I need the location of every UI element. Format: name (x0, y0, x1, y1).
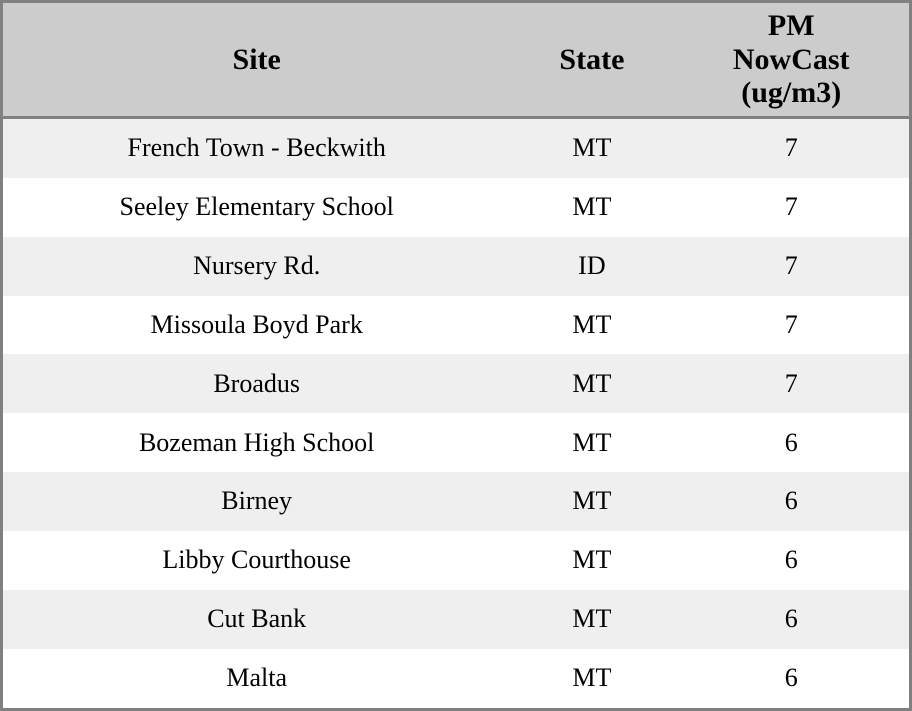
cell-site: Cut Bank (207, 604, 307, 634)
cell-state: MT (572, 486, 612, 516)
table-header-row (3, 3, 909, 117)
cell-pm-nowcast: 7 (784, 191, 798, 221)
table-row (3, 117, 909, 177)
cell-pm-nowcast: 7 (784, 132, 798, 162)
table-row (3, 178, 909, 237)
cell-site: Malta (226, 663, 287, 693)
cell-state: MT (572, 427, 612, 457)
cell-state: MT (572, 545, 612, 575)
cell-pm-nowcast: 6 (784, 545, 798, 575)
cell-state: MT (572, 309, 612, 339)
table-row (3, 649, 909, 708)
cell-pm-nowcast: 6 (784, 604, 798, 634)
table-body (3, 117, 909, 708)
cell-site: Bozeman High School (138, 427, 375, 457)
cell-state: MT (572, 368, 612, 398)
table-row (3, 472, 909, 531)
table-row (3, 531, 909, 590)
table-row (3, 354, 909, 413)
cell-site: French Town - Beckwith (127, 132, 386, 162)
table-row (3, 590, 909, 649)
cell-site: Seeley Elementary School (119, 191, 394, 221)
cell-pm-nowcast: 6 (784, 663, 798, 693)
column-header-state-label: State (559, 42, 625, 76)
cell-site: Birney (221, 486, 293, 516)
cell-site: Libby Courthouse (162, 545, 351, 575)
cell-state: MT (572, 663, 612, 693)
column-header-pm-nowcast (673, 3, 909, 117)
cell-state: MT (572, 191, 612, 221)
table-row (3, 237, 909, 296)
table-row (3, 296, 909, 355)
column-header-site (3, 3, 510, 117)
cell-pm-nowcast: 6 (784, 486, 798, 516)
cell-state: MT (572, 132, 612, 162)
column-header-state (510, 3, 673, 117)
cell-pm-nowcast: 7 (784, 309, 798, 339)
cell-site: Nursery Rd. (193, 250, 321, 280)
cell-site: Broadus (213, 368, 301, 398)
cell-pm-nowcast: 7 (784, 250, 798, 280)
cell-pm-nowcast: 6 (784, 427, 798, 457)
cell-state: MT (572, 604, 612, 634)
column-header-pm-line2: NowCast (732, 42, 850, 76)
cell-site: Missoula Boyd Park (150, 309, 363, 339)
table-row (3, 413, 909, 472)
cell-pm-nowcast: 7 (784, 368, 798, 398)
air-quality-table (3, 3, 909, 708)
column-header-pm-line1: PM (767, 9, 815, 42)
table-header (3, 3, 909, 117)
column-header-pm-line3: (ug/m3) (741, 76, 842, 110)
column-header-site-label: Site (232, 42, 281, 76)
cell-state: ID (578, 250, 606, 280)
